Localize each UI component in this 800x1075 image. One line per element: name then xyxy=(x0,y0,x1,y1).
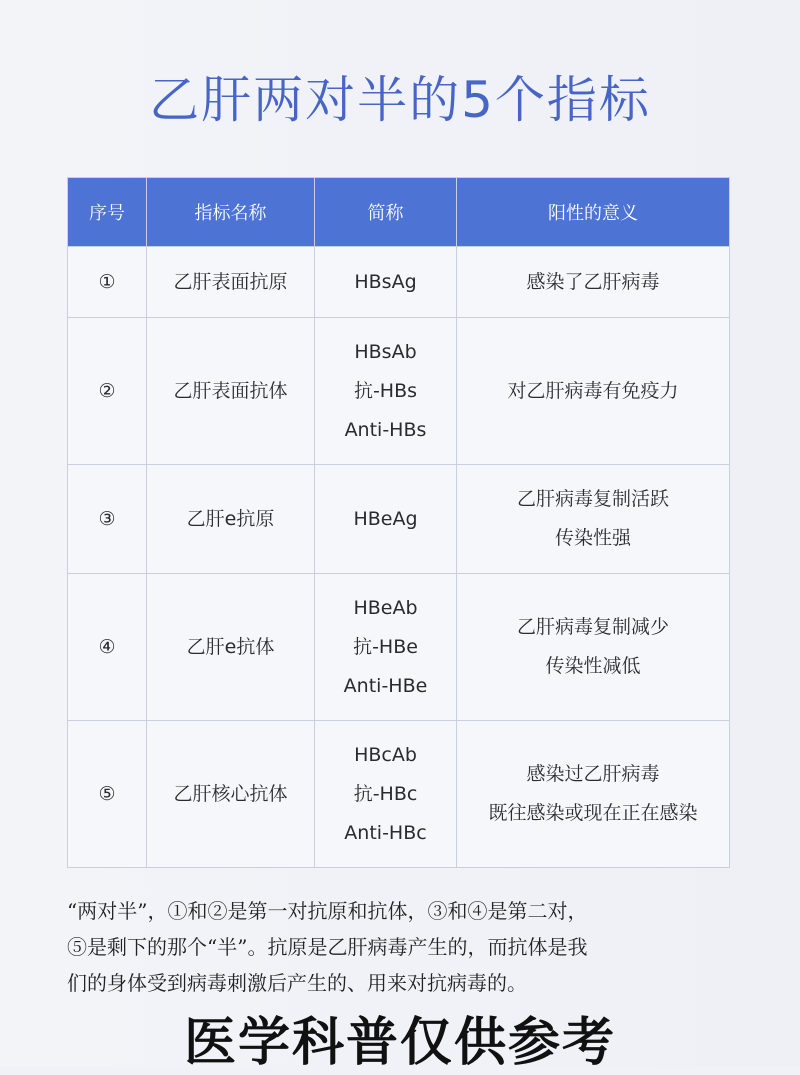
table-row xyxy=(68,465,730,574)
explanation-line: “两对半”，①和②是第一对抗原和抗体，③和④是第二对， xyxy=(67,899,588,923)
row-meaning xyxy=(457,721,730,868)
meaning-line: 感染过乙肝病毒 xyxy=(526,763,660,785)
abbr-line: HBsAb xyxy=(354,340,417,363)
row-index: ⑤ xyxy=(68,721,147,868)
meaning-line: 对乙肝病毒有免疫力 xyxy=(507,379,679,402)
row-name: 乙肝表面抗原 xyxy=(147,247,315,318)
row-abbr xyxy=(315,318,457,465)
row-abbr xyxy=(315,465,457,574)
row-abbr xyxy=(315,574,457,721)
row-index: ③ xyxy=(68,465,147,574)
row-index: ④ xyxy=(68,574,147,721)
table-header-row xyxy=(68,178,730,247)
abbr-line: HBsAg xyxy=(354,270,417,293)
row-index: ① xyxy=(68,247,147,318)
abbr-line: Anti-HBs xyxy=(344,418,427,441)
table-row xyxy=(68,721,730,868)
abbr-line: HBeAb xyxy=(353,596,418,619)
explanation-line: ⑤是剩下的那个“半”。抗原是乙肝病毒产生的，而抗体是我 xyxy=(67,935,588,959)
row-meaning xyxy=(457,247,730,318)
abbr-line: 抗-HBs xyxy=(353,379,418,402)
table-row xyxy=(68,247,730,318)
header-abbr: 简称 xyxy=(315,178,457,247)
row-name: 乙肝e抗原 xyxy=(147,465,315,574)
indicator-table xyxy=(67,177,730,868)
row-abbr xyxy=(315,247,457,318)
abbr-line: HBcAb xyxy=(354,743,417,766)
explanation-line: 们的身体受到病毒刺激后产生的、用来对抗病毒的。 xyxy=(67,971,527,995)
abbr-line: 抗-HBe xyxy=(353,635,418,658)
row-name: 乙肝e抗体 xyxy=(147,574,315,721)
disclaimer-banner: 医学科普仅供参考 xyxy=(183,1013,616,1073)
row-meaning xyxy=(457,318,730,465)
row-name: 乙肝核心抗体 xyxy=(147,721,315,868)
row-name: 乙肝表面抗体 xyxy=(147,318,315,465)
header-index: 序号 xyxy=(68,178,147,247)
explanation-text xyxy=(67,893,737,1001)
header-meaning: 阳性的意义 xyxy=(457,178,730,247)
header-name: 指标名称 xyxy=(147,178,315,247)
row-index: ② xyxy=(68,318,147,465)
meaning-line: 传染性强 xyxy=(554,527,631,549)
abbr-line: HBeAg xyxy=(353,507,418,530)
table-row xyxy=(68,574,730,721)
abbr-line: Anti-HBc xyxy=(344,821,427,844)
meaning-line: 传染性减低 xyxy=(545,655,641,677)
meaning-line: 感染了乙肝病毒 xyxy=(526,270,660,293)
table-row xyxy=(68,318,730,465)
meaning-line: 乙肝病毒复制活跃 xyxy=(516,488,669,510)
row-meaning xyxy=(457,465,730,574)
row-abbr xyxy=(315,721,457,868)
meaning-line: 既往感染或现在正在感染 xyxy=(488,802,698,824)
page-title: 乙肝两对半的5个指标 xyxy=(149,71,651,129)
row-meaning xyxy=(457,574,730,721)
abbr-line: 抗-HBc xyxy=(353,782,418,805)
abbr-line: Anti-HBe xyxy=(343,674,428,697)
meaning-line: 乙肝病毒复制减少 xyxy=(516,616,669,638)
